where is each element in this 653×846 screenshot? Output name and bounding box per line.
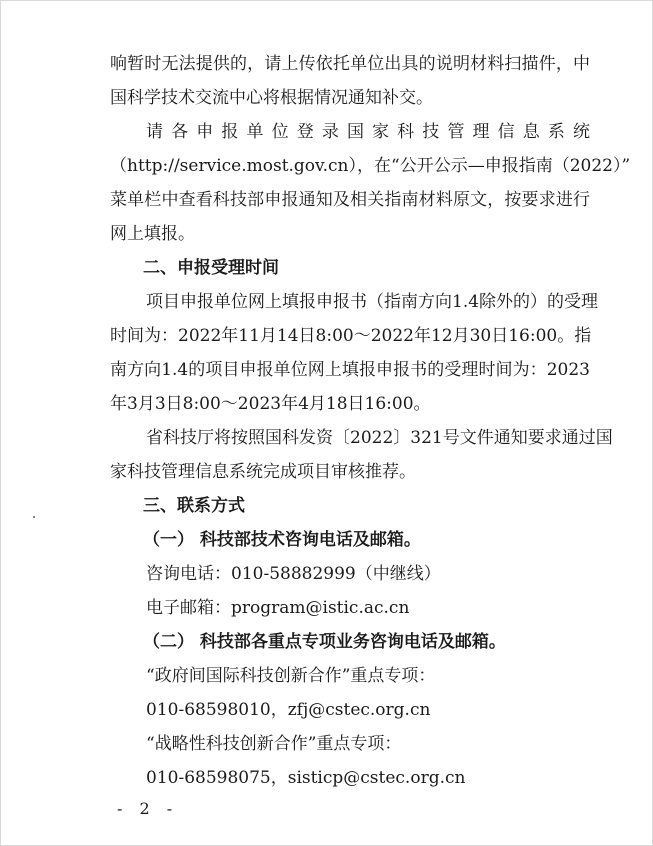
section-heading: 三、联系方式 <box>143 496 245 516</box>
paragraph-line: 请各申报单位登录国家科技管理信息系统 <box>146 122 590 142</box>
program-name: “战略性科技创新合作”重点专项： <box>146 734 402 754</box>
subsection-heading: （一） 科技部技术咨询电话及邮箱。 <box>143 530 421 550</box>
scan-speck <box>33 516 35 518</box>
paragraph-line: 年3月3日8:00～2023年4月18日16:00。 <box>110 394 431 414</box>
page-number: - 2 - <box>117 799 179 818</box>
program-name: “政府间国际科技创新合作”重点专项： <box>146 666 436 686</box>
program-contact: 010-68598075，sisticp@cstec.org.cn <box>146 768 466 788</box>
paragraph-line: （http://service.most.gov.cn），在“公开公示—申报指南（2022）” <box>110 156 631 176</box>
contact-phone: 咨询电话：010-58882999（中继线） <box>146 564 441 584</box>
program-contact: 010-68598010，zfj@cstec.org.cn <box>146 700 431 720</box>
paragraph-line: 国科学技术交流中心将根据情况通知补交。 <box>110 88 433 108</box>
section-heading: 二、申报受理时间 <box>143 258 279 278</box>
paragraph-line: 省科技厅将按照国科发资〔2022〕321号文件通知要求通过国 <box>146 428 613 448</box>
paragraph-line: 南方向1.4的项目申报单位网上填报申报书的受理时间为：2023 <box>110 360 590 380</box>
subsection-heading: （二） 科技部各重点专项业务咨询电话及邮箱。 <box>143 632 506 652</box>
paragraph-line: 时间为：2022年11月14日8:00～2022年12月30日16:00。指 <box>110 326 592 346</box>
paragraph-line: 菜单栏中查看科技部申报通知及相关指南材料原文，按要求进行 <box>110 190 590 210</box>
contact-email: 电子邮箱：program@istic.ac.cn <box>146 598 410 618</box>
paragraph-line: 网上填报。 <box>110 224 195 244</box>
paragraph-line: 家科技管理信息系统完成项目审核推荐。 <box>110 462 416 482</box>
paragraph-line: 响暂时无法提供的，请上传依托单位出具的说明材料扫描件，中 <box>110 54 590 74</box>
paragraph-line: 项目申报单位网上填报申报书（指南方向1.4除外的）的受理 <box>146 292 599 312</box>
